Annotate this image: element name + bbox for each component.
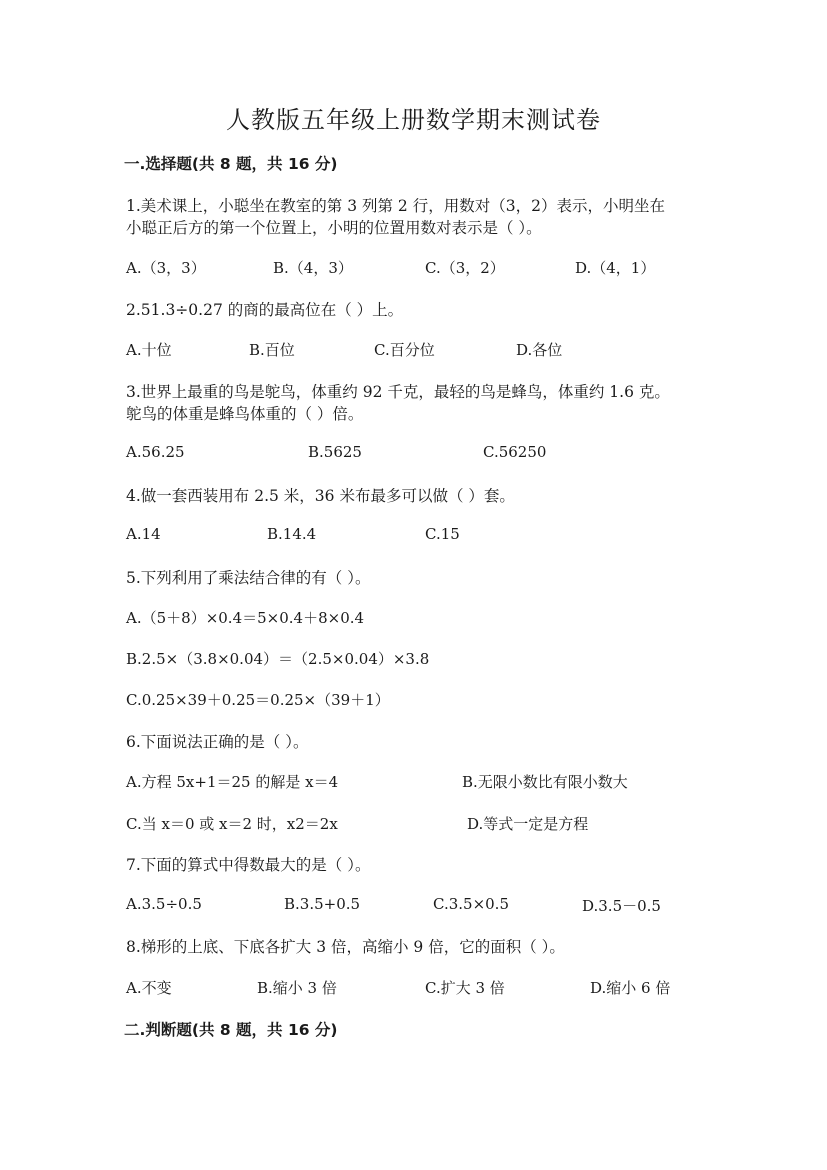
question-4-option-b: B.14.4 xyxy=(267,525,317,543)
question-5-option-c: C.0.25×39＋0.25＝0.25×（39＋1） xyxy=(126,691,390,709)
question-1-option-c: C.（3，2） xyxy=(425,259,505,277)
question-8-option-a: A.不变 xyxy=(126,979,172,997)
question-3-option-c: C.56250 xyxy=(483,443,547,461)
section-heading-choice: 一.选择题(共 8 题，共 16 分) xyxy=(124,155,338,173)
question-3-option-b: B.5625 xyxy=(308,443,362,461)
question-2-text: 2.51.3÷0.27 的商的最高位在（ ）上。 xyxy=(126,301,404,319)
question-3-text-cont: 鸵鸟的体重是蜂鸟体重的（ ）倍。 xyxy=(126,405,364,423)
question-1-text: 1.美术课上，小聪坐在教室的第 3 列第 2 行，用数对（3，2）表示，小明坐在 xyxy=(126,197,665,215)
question-1-option-a: A.（3，3） xyxy=(126,259,206,277)
question-1-option-b: B.（4，3） xyxy=(273,259,353,277)
question-1-option-d: D.（4，1） xyxy=(575,259,656,277)
question-3-option-a: A.56.25 xyxy=(126,443,185,461)
question-8-option-c: C.扩大 3 倍 xyxy=(425,979,505,997)
question-5-text: 5.下列利用了乘法结合律的有（ ）。 xyxy=(126,569,371,587)
question-8-option-b: B.缩小 3 倍 xyxy=(257,979,337,997)
question-5-option-a: A.（5＋8）×0.4＝5×0.4＋8×0.4 xyxy=(126,609,365,627)
question-7-option-d: D.3.5－0.5 xyxy=(582,897,661,915)
question-2-option-c: C.百分位 xyxy=(374,341,435,359)
question-6-option-a: A.方程 5x+1＝25 的解是 x＝4 xyxy=(126,773,339,791)
question-7-option-a: A.3.5÷0.5 xyxy=(126,895,202,913)
question-1-text-cont: 小聪正后方的第一个位置上，小明的位置用数对表示是（ ）。 xyxy=(126,219,542,237)
section-heading-judgement: 二.判断题(共 8 题，共 16 分) xyxy=(124,1021,338,1039)
question-7-option-c: C.3.5×0.5 xyxy=(433,895,509,913)
exam-title: 人教版五年级上册数学期末测试卷 xyxy=(226,106,601,134)
question-7-text: 7.下面的算式中得数最大的是（ ）。 xyxy=(126,856,371,874)
question-8-text: 8.梯形的上底、下底各扩大 3 倍，高缩小 9 倍，它的面积（ ）。 xyxy=(126,938,565,956)
question-5-option-b: B.2.5×（3.8×0.04）＝（2.5×0.04）×3.8 xyxy=(126,650,430,668)
question-2-option-b: B.百位 xyxy=(249,341,295,359)
question-6-option-c: C.当 x＝0 或 x＝2 时，x2＝2x xyxy=(126,815,338,833)
question-6-option-d: D.等式一定是方程 xyxy=(467,815,589,833)
question-4-option-a: A.14 xyxy=(126,525,161,543)
question-6-option-b: B.无限小数比有限小数大 xyxy=(462,773,628,791)
question-6-text: 6.下面说法正确的是（ ）。 xyxy=(126,733,309,751)
question-3-text: 3.世界上最重的鸟是鸵鸟，体重约 92 千克，最轻的鸟是蜂鸟，体重约 1.6 克。 xyxy=(126,383,670,401)
question-2-option-a: A.十位 xyxy=(126,341,172,359)
question-2-option-d: D.各位 xyxy=(516,341,563,359)
question-4-text: 4.做一套西装用布 2.5 米，36 米布最多可以做（ ）套。 xyxy=(126,487,515,505)
question-4-option-c: C.15 xyxy=(425,525,460,543)
question-7-option-b: B.3.5+0.5 xyxy=(284,895,361,913)
question-8-option-d: D.缩小 6 倍 xyxy=(590,979,671,997)
